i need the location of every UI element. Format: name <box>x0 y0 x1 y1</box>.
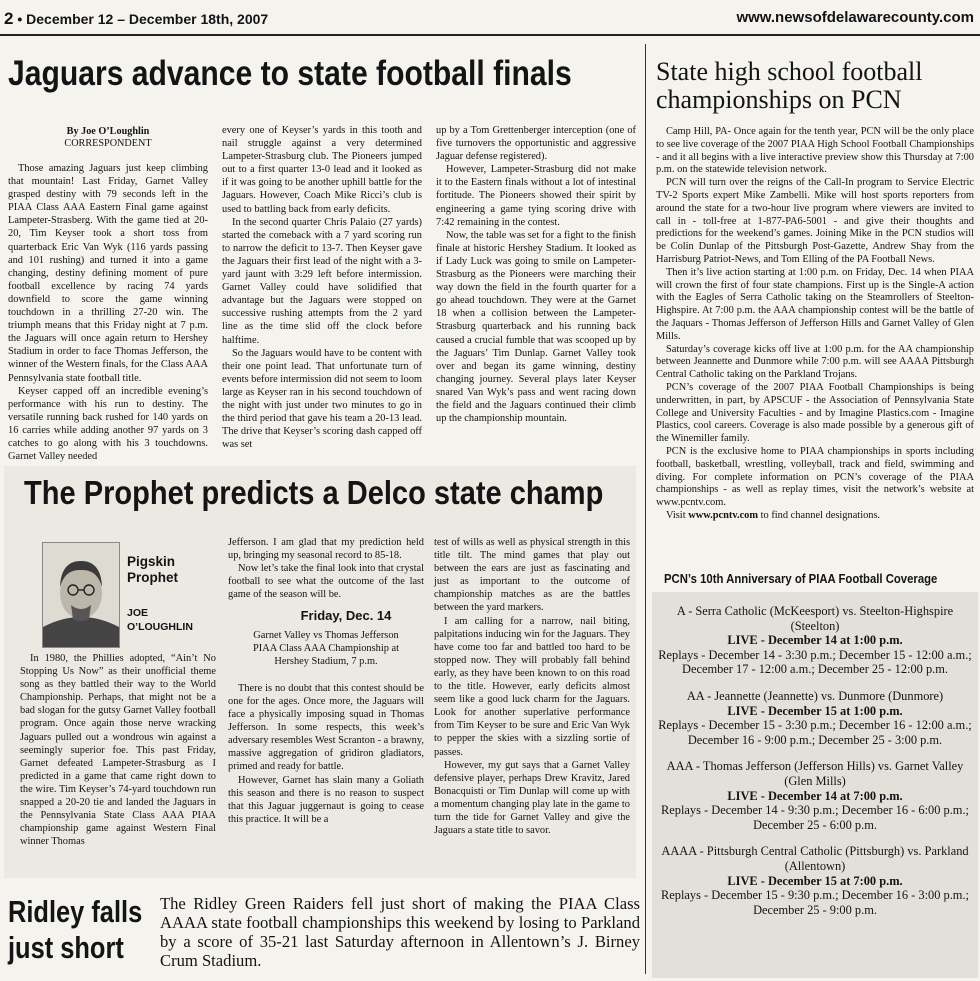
article1-paragraph: Those amazing Jaguars just keep climbing that mountain! Last Friday, Garnet Valley grasped destiny with 79 seconds left in the PIAA Class AAA Eastern Final game against Lampeter-Strasberg. With the game tied at 20-20, Tim Keyser took a short toss from quarterback Eric Van Wyk (116 yards passing and 101 rushing) and turned it into a game changing, destiny defining moment of pure football excellence by racing 74 yards downfield to score the game winning touchdown in a thrilling 27-20 win. The triumph means that this Friday night at 7 p.m. the Jaguars will once again return to Hershey Stadium in order to face Thomas Jefferson, the winner of the Western finals, for the Class AAA Pennsylvania state football title. <box>8 163 208 384</box>
prophet-paragraph: test of wills as well as physical strength in this title tilt. The mind games that play out between the ears are just as fascinating and just as important to the outcome of championship matches as are the battles between the yard markers. <box>434 537 630 614</box>
column-author <box>127 606 193 634</box>
prophet-day-heading: Friday, Dec. 14 <box>300 608 392 624</box>
sidebar-paragraph: Then it’s live action starting at 1:00 p.m. on Friday, Dec. 14 when PIAA will crown the first of four state champions. First up is the Single-A action with the Eagles of Serra Catholic taking on the Steamrollers of Steelton-Highspire. At 7:00 p.m. the AAA championship contest will be the battle of the Jaquars - Thomas Jefferson of Jefferson Hills and Garnet Valley of Glen Mills. <box>656 266 974 342</box>
schedule-live-time: LIVE - December 15 at 1:00 p.m. <box>727 703 903 718</box>
article1-column-2 <box>222 124 422 451</box>
sidebar-visit <box>656 510 974 523</box>
article1-paragraph: Now, the table was set for a fight to the finish finale at historic Hershey Stadium. It looked as if Lady Luck was going to smile on Lampeter-Strasburg as the Pioneers were marching their way down the field in the fourth quarter for a go ahead touchdown. They were at the Garnet 18 when a collision between the Lampeter-Strasburg quarterback and his running back caused a crucial fumble that was scooped up by the Jaguars’ Tim Dunlap. Garnet Valley took over and began its game winning, destiny changing journey. Several plays later Keyser snared Van Wyk’s pass and went racing down the field and the Jaguars continued their climb up the championship mountain. <box>436 229 636 425</box>
schedule-item <box>656 844 974 917</box>
article1-paragraph: every one of Keyser’s yards in this tooth and nail struggle against a very determined Lampeter-Strasburg club. The Pioneers jumped out to a first quarter 13-0 lead and it looked as if it was going to be another uphill battle for the Jaguars. However, Coach Mike Ricci’s club is used to battling back from early deficits. <box>222 125 422 215</box>
column-author-line: JOE <box>127 607 149 619</box>
schedule-matchup: AAAA - Pittsburgh Central Catholic (Pittsburgh) vs. Parkland (Allentown) <box>661 844 969 873</box>
bullet-separator: • <box>17 11 23 27</box>
article-headline-prophet: The Prophet predicts a Delco state champ <box>24 474 604 511</box>
column-author-line: O’LOUGHLIN <box>127 621 193 633</box>
prophet-column-1 <box>20 652 216 848</box>
prophet-paragraph: However, my gut says that a Garnet Valley defensive player, perhaps Drew Kravitz, Jared Bonacquisti or Tim Dunlap will come up with a momentum changing play late in the game to turn the tide for Garnet Valley and give the Jaguars a state title to savor. <box>434 759 630 837</box>
column-title <box>127 554 178 586</box>
prophet-paragraph: I am calling for a narrow, nail biting, palpitations inducing win for the Jaguars. They have come too far and battled too hard to be stopped now. They will probably fall behind early, as they have been known to on this road to the title. However, early deficits almost seem like a good luck charm for the Jaguars. Look for another superlative performance from Tim Keyser to be sure and Eric Van Wyk to pepper the skies with a sizzling sortie of passes. <box>434 615 630 758</box>
article1-column-1 <box>8 162 208 463</box>
sidebar-paragraph: PCN will turn over the reigns of the Call-In program to Service Electric TV-2 Sports expert Mike Zambelli. Mike will host sports reporters from around the state for a two-hour live program where viewers are invited to call in - toll-free at 1-877-PA6-5001 - and give their thoughts and predictions for the weekend’s games. Joining Mike in the PCN studios will be Colin Dunlap of the Pittsburgh Post-Gazette, Andrew Shay from the Harrisburg Patriot-News, and Tom Elling of the PA Football News. <box>656 177 974 265</box>
author-photo <box>42 542 120 648</box>
article-headline-ridley <box>8 894 142 966</box>
page-number: 2 <box>4 9 14 28</box>
sidebar-body <box>656 126 974 523</box>
schedule-item <box>656 759 974 832</box>
article1-column-3 <box>436 124 636 425</box>
byline-name: By Joe O’Loughlin <box>66 126 150 137</box>
visit-text: Visit <box>666 509 689 521</box>
article1-paragraph: In the second quarter Chris Palaio (27 yards) started the comeback with a 7 yard scoring run to narrow the deficit to 13-7. Then Keyser gave the Jaguars their first lead of the night with a 3-yard jaunt with 3:29 left before intermission. Garnet Valley could have solidified that advantage but the Jaguars were stopped on successive rushing attempts from the 2 yard line as the time slid off the clock before halftime. <box>222 216 422 346</box>
schedule-matchup: A - Serra Catholic (McKeesport) vs. Steelton-Highspire (Steelton) <box>676 604 954 633</box>
schedule-title: PCN’s 10th Anniversary of PIAA Football Coverage <box>664 572 938 586</box>
schedule-live-time: LIVE - December 15 at 7:00 p.m. <box>727 873 903 888</box>
author-portrait-icon <box>43 543 119 647</box>
schedule-item <box>656 604 974 677</box>
prophet-paragraph: In 1980, the Phillies adopted, “Ain’t No Stopping Us Now” as their unofficial theme song as they battled their way to the World Championship. Perhaps, that might not be a bad slogan for the gutsy Garnet Valley football program. Once again those nerve wracking Jaguars pulled out a wondrous win against a seemingly superior foe. This past Friday, Garnet defeated Lampeter-Strasburg as I predicted in a game that came right down to the wire. Tim Keyser’s 74-yard touchdown run snapped a 20-20 tie and landed the Jaguars in the Pennsylvania State Class AAA PIAA championship game against Western Final winner Thomas <box>20 653 216 848</box>
sidebar-paragraph: Saturday’s coverage kicks off live at 1:00 p.m. for the AA championship between Jeannette and Dunmore while 7:00 p.m. will see AAAA Pittsburgh Central Catholic taking on the Parkland Trojans. <box>656 343 974 381</box>
column-title-line: Pigskin <box>127 554 176 569</box>
ridley-headline-line: just short <box>8 930 124 965</box>
page-date-line <box>4 9 268 29</box>
schedule-live-time: LIVE - December 14 at 7:00 p.m. <box>727 788 903 803</box>
column-divider <box>645 44 646 974</box>
schedule-replays: Replays - December 14 - 3:30 p.m.; December 15 - 12:00 a.m.; December 17 - 12:00 a.m.; December 25 - 12:00 p.m. <box>658 647 972 677</box>
column-title-line: Prophet <box>127 570 179 585</box>
schedule-replays: Replays - December 15 - 9:30 p.m.; December 16 - 3:00 p.m.; December 25 - 9:00 p.m. <box>661 888 969 917</box>
prophet-paragraph: Jefferson. I am glad that my prediction held up, bringing my seasonal record to 85-18. <box>228 537 424 562</box>
prophet-paragraph: There is no doubt that this contest should be one for the ages. Once more, the Jaguars will face a physically imposing squad in Thomas Jefferson. In some respects, this week’s adversary resembles West Scranton - a brawny, massive aggregation of gridiron gladiators, primed and ready for battle. <box>228 682 424 773</box>
schedule-item <box>656 689 974 747</box>
byline <box>8 126 208 150</box>
ridley-body: The Ridley Green Raiders fell just short of making the PIAA Class AAAA state football championships this weekend by losing to Parkland by a score of 35-21 last Saturday afternoon in Allentown’s J. Birney Crum Stadium. <box>160 894 640 970</box>
sidebar-paragraph: PCN is the exclusive home to PIAA championships in sports including football, basketball, wrestling, volleyball, track and field, swimming and diving. For complete information on PCN’s coverage of the PIAA championships - as well as replay times, visit the network’s website at www.pcntv.com. <box>656 445 974 509</box>
sidebar-headline: State high school football championships on PCN <box>656 57 923 114</box>
byline-role: CORRESPONDENT <box>64 138 152 149</box>
sidebar-paragraph: Camp Hill, PA- Once again for the tenth year, PCN will be the only place to see live coverage of the 2007 PIAA High School Football Championships - and it all begins with a live interactive preview show this Thursday at 7:00 p.m. on the statewide television network. <box>656 126 974 176</box>
prophet-paragraph: However, Garnet has slain many a Goliath this season and there is no reason to suspect that this Jaguar juggernaut is going to cease this practice. It will be a <box>228 774 424 825</box>
schedule-replays: Replays - December 15 - 3:30 p.m.; December 16 - 12:00 a.m.; December 16 - 9:00 p.m.; December 25 - 3:00 p.m. <box>658 718 972 747</box>
prophet-column-3 <box>434 536 630 837</box>
schedule-matchup: AA - Jeannette (Jeannette) vs. Dunmore (Dunmore) <box>686 688 944 703</box>
ridley-headline-line: Ridley falls <box>8 894 143 929</box>
schedule-live-time: LIVE - December 14 at 1:00 p.m. <box>727 633 903 648</box>
page-header <box>0 0 980 36</box>
prophet-paragraph: Now let’s take the final look into that crystal football to see what the outcome of the last game of the season will be. <box>228 563 424 601</box>
prophet-column-2 <box>228 536 424 826</box>
schedule-replays: Replays - December 14 - 9:30 p.m.; December 16 - 6:00 p.m.; December 25 - 6:00 p.m. <box>661 803 969 832</box>
sidebar-paragraph: PCN’s coverage of the 2007 PIAA Football Championships is being underwritten, in part, by APSCUF - the Association of Pennsylvania State College and University Faculties - and by Imagine Plastics.com - Imagine Plastics, cool careers. Coverage is also made possible by a generous gift of the Winemiller family. <box>656 381 974 445</box>
schedule-matchup: AAA - Thomas Jefferson (Jefferson Hills) vs. Garnet Valley (Glen Mills) <box>666 759 964 788</box>
article1-paragraph: However, Lampeter-Strasburg did not make it to the Eastern finals without a lot of intestinal fortitude. The Pioneers showed their spirit by engineering a game tying scoring drive with 7:42 remaining in the contest. <box>436 164 636 228</box>
prophet-matchup: Garnet Valley vs Thomas Jefferson PIAA Class AAA Championship at Hershey Stadium, 7 p.m. <box>252 629 400 667</box>
article1-paragraph: Keyser capped off an incredible evening’s performance with his run to destiny. The versatile running back rushed for 140 yards on 16 carries while adding another 97 yards on 3 catches to go along with his 3 touchdowns. Garnet Valley needed <box>8 385 208 463</box>
visit-text: to find channel designations. <box>758 509 881 521</box>
article1-paragraph: So the Jaguars would have to be content with their one point lead. That unfortunate turn of events before intermission did not seem to loom large as Keyser ran in his second touchdown of the night with just under two minutes to go in the third period that gave his team a 20-13 lead. The drive that Keyser’s scoring dash capped off was set <box>222 347 422 451</box>
article-headline-jaguars: Jaguars advance to state football finals <box>8 54 572 93</box>
schedule-list <box>656 604 974 929</box>
website-url[interactable]: www.newsofdelawarecounty.com <box>736 9 974 26</box>
issue-date: December 12 – December 18th, 2007 <box>26 11 269 27</box>
article1-paragraph: up by a Tom Grettenberger interception (one of five turnovers the opportunistic and aggressive Jaguar defense registered). <box>436 125 636 163</box>
pcn-website-link[interactable]: www.pcntv.com <box>688 509 759 521</box>
